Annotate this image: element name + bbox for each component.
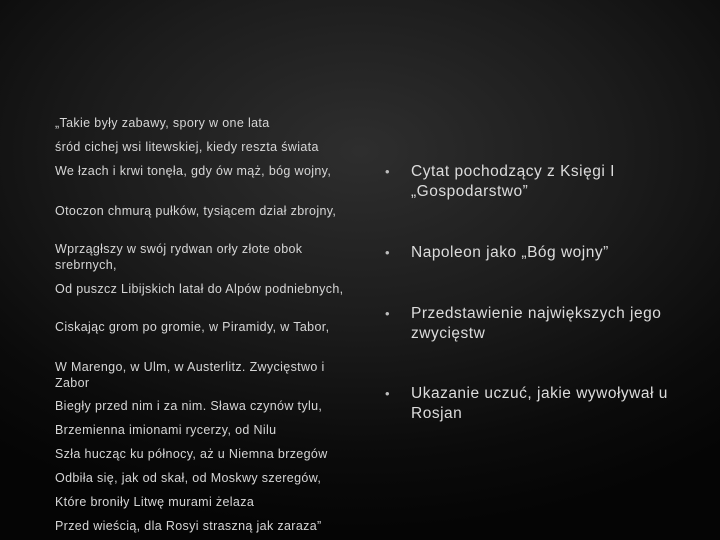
bullet-item — [385, 243, 685, 263]
bullet-marker: • — [385, 386, 390, 401]
bullet-item — [385, 304, 685, 344]
bullet-text: Przedstawienie największych jego zwycięstw — [411, 305, 662, 342]
bullet-marker: • — [385, 164, 390, 179]
poem-line: Przed wieścią, dla Rosyi straszną jak zaraza” — [55, 519, 322, 533]
bullet-text: Napoleon jako „Bóg wojny” — [411, 244, 609, 261]
bullet-text: Cytat pochodzący z Księgi I „Gospodarstwo” — [411, 163, 615, 200]
poem-line: Otoczon chmurą pułków, tysiącem dział zbrojny, — [55, 204, 337, 218]
poem-line: Odbiła się, jak od skał, od Moskwy szeregów, — [55, 471, 322, 485]
bullet-marker: • — [385, 306, 390, 321]
poem-line: Od puszcz Libijskich latał do Alpów podniebnych, — [55, 282, 344, 296]
poem-line: Ciskając grom po gromie, w Piramidy, w Tabor, — [55, 320, 330, 334]
poem-line: Brzemienna imionami rycerzy, od Nilu — [55, 423, 277, 437]
poem-line: Biegły przed nim i za nim. Sława czynów tylu, — [55, 399, 323, 413]
poem-line: Szła hucząc ku północy, aż u Niemna brzegów — [55, 447, 328, 461]
bullet-item — [385, 162, 685, 202]
poem-line: Które broniły Litwę murami żelaza — [55, 495, 255, 509]
poem-line: W Marengo, w Ulm, w Austerlitz. Zwycięstwo i Zabor — [55, 360, 325, 390]
poem-line: We łzach i krwi tonęła, gdy ów mąż, bóg wojny, — [55, 164, 332, 178]
poem-line: śród cichej wsi litewskiej, kiedy reszta świata — [55, 140, 319, 154]
poem-line: „Takie były zabawy, spory w one lata — [55, 116, 270, 130]
bullet-item — [385, 384, 685, 424]
bullet-text: Ukazanie uczuć, jakie wywoływał u Rosjan — [411, 385, 668, 422]
poem-line: Wprzągłszy w swój rydwan orły złote obok srebrnych, — [55, 242, 303, 272]
bullet-marker: • — [385, 245, 390, 260]
